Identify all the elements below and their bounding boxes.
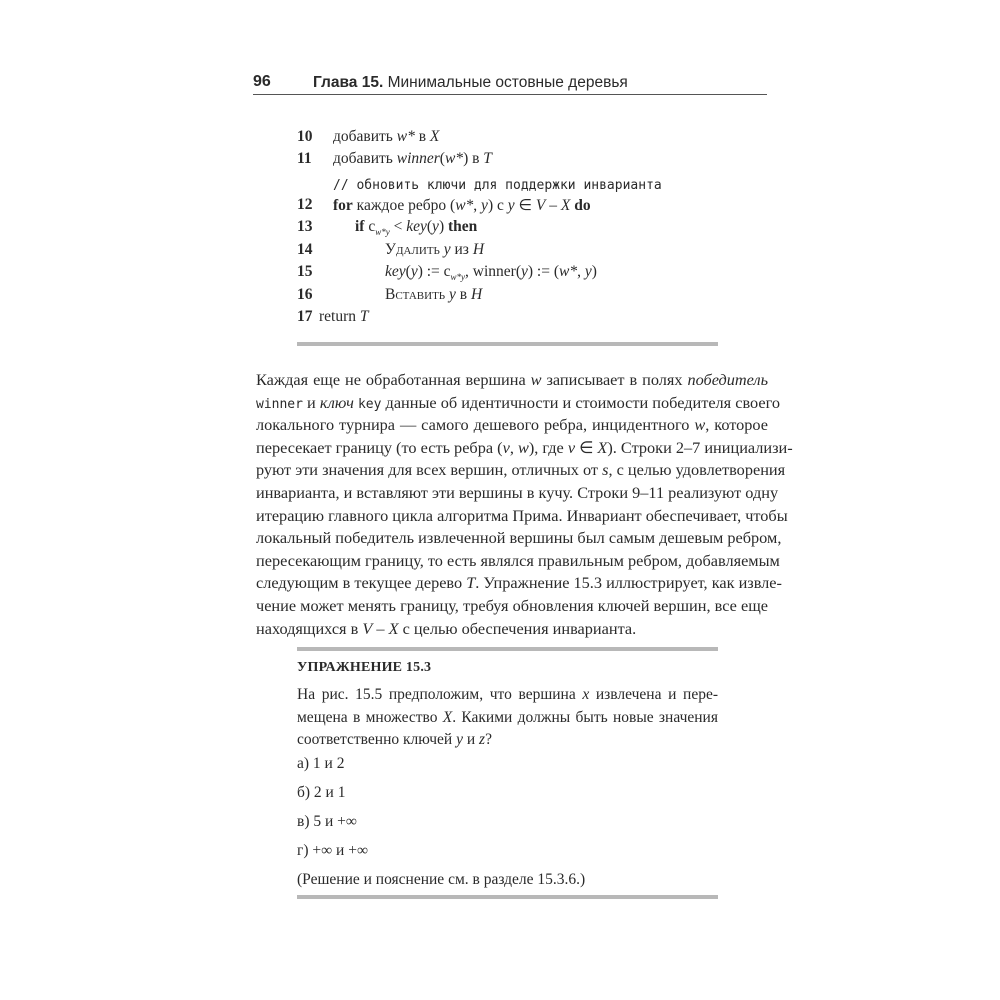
text-segment: w — [530, 370, 542, 389]
text-segment: ( — [405, 263, 411, 280]
text-segment: x — [582, 686, 590, 703]
text-segment: w* — [396, 128, 415, 145]
text-segment: в — [414, 128, 430, 145]
text-segment: for — [333, 197, 353, 214]
text-segment: then — [447, 218, 478, 235]
text-segment: do — [574, 197, 591, 214]
text-segment: w*y — [450, 272, 466, 283]
text-segment: пересекающим границу, то есть являлся правильным ребром, добавляемым — [256, 550, 780, 570]
text-segment: , которое — [705, 415, 768, 435]
code-text — [385, 263, 597, 282]
text-segment: Каждая еще не обработанная вершина — [256, 370, 531, 389]
text-line — [297, 684, 718, 707]
text-segment: y — [410, 263, 418, 280]
code-text — [319, 308, 369, 326]
text-segment: . Какими должны быть новые значения — [452, 708, 718, 726]
text-segment: y — [584, 263, 592, 280]
exercise-option-b: б) 2 и 1 — [297, 784, 346, 801]
text-segment: добавить — [333, 150, 397, 167]
text-segment: w*y — [375, 227, 390, 238]
text-segment: Удалить — [385, 241, 440, 258]
text-segment: ), где — [528, 437, 568, 457]
text-line — [297, 707, 718, 730]
code-end-divider — [297, 342, 718, 346]
text-line — [256, 392, 781, 415]
text-segment: T — [466, 573, 476, 593]
text-segment: y — [443, 241, 451, 258]
text-segment: записывает в полях — [541, 370, 688, 389]
text-line — [256, 618, 768, 641]
line-number: 15 — [297, 263, 313, 280]
text-segment: , с целью удовлетворения — [608, 460, 786, 480]
text-segment: ключ — [319, 392, 354, 412]
code-text — [385, 241, 484, 259]
text-segment: мещена в множество — [297, 708, 443, 726]
text-segment: . Упражнение 15.3 иллюстрирует, как извле- — [475, 573, 782, 593]
text-segment: На рис. 15.5 предположим, что вершина — [297, 686, 583, 703]
text-segment: return — [319, 308, 360, 325]
chapter-title — [313, 74, 628, 92]
text-segment: // обновить ключи для поддержки инварианта — [333, 178, 662, 193]
text-line — [256, 482, 779, 505]
text-segment: v — [567, 437, 576, 457]
text-segment: H — [470, 286, 483, 303]
text-segment: winner — [396, 150, 440, 167]
text-segment: w — [694, 415, 706, 435]
text-segment: и — [302, 392, 320, 412]
text-segment: X — [597, 437, 608, 457]
text-segment: y — [521, 263, 528, 280]
exercise-option-d: г) +∞ и +∞ — [297, 842, 369, 859]
text-segment: ∈ — [514, 197, 536, 214]
exercise-top-divider — [297, 647, 718, 651]
text-segment: y — [448, 286, 456, 303]
text-segment: v — [502, 437, 510, 457]
exercise-bottom-divider — [297, 895, 718, 899]
line-number: 10 — [297, 128, 313, 145]
exercise-option-c: в) 5 и +∞ — [297, 813, 357, 830]
text-segment: X — [560, 197, 571, 214]
line-number: 17 — [297, 308, 313, 325]
exercise-question — [297, 684, 718, 752]
text-segment: ? — [485, 731, 492, 749]
page-number: 96 — [253, 73, 271, 90]
text-segment: , — [473, 197, 482, 214]
text-segment: w* — [559, 263, 578, 280]
text-segment: данные об идентичности и стоимости победителя своего — [381, 392, 781, 412]
text-segment: key — [385, 263, 406, 280]
text-line — [256, 550, 780, 573]
text-segment: y — [507, 197, 515, 214]
text-segment: ( — [426, 218, 433, 235]
code-text — [333, 150, 492, 168]
text-segment: , — [509, 437, 518, 457]
text-segment: – — [372, 618, 389, 638]
text-line — [256, 459, 786, 482]
text-segment: s — [602, 460, 609, 480]
text-segment: чение может менять границу, требуя обновления ключей вершин, все еще — [256, 595, 768, 615]
exercise-option-a: а) 1 и 2 — [297, 755, 345, 772]
text-segment: – — [545, 197, 561, 214]
text-line — [256, 437, 793, 460]
text-segment: Вставить — [385, 286, 446, 303]
text-segment: X — [388, 618, 399, 638]
text-segment: y — [456, 731, 463, 749]
text-segment: инварианта, и вставляют эти вершины в кучу. Строки 9–11 реализуют одну — [256, 482, 779, 502]
text-segment: V — [535, 197, 546, 214]
text-segment: < — [389, 218, 407, 235]
text-segment: X — [442, 708, 453, 726]
chapter-label: Глава 15. — [313, 74, 384, 91]
text-segment: z — [479, 731, 486, 749]
text-segment: T — [359, 308, 369, 325]
text-segment: извлечена и пере- — [589, 686, 718, 703]
text-segment: winner — [256, 396, 303, 412]
text-segment: w* — [444, 150, 464, 167]
text-segment: итерацию главного цикла алгоритма Прима. Инвариант обеспечивает, чтобы — [256, 505, 788, 525]
text-segment: V — [362, 618, 373, 638]
text-segment: руют эти значения для всех вершин, отличных от — [256, 460, 603, 480]
text-segment: ) := ( — [527, 263, 560, 280]
text-segment: из — [450, 241, 473, 258]
text-segment: соответственно ключей — [297, 731, 457, 749]
code-text — [333, 196, 591, 215]
running-header — [253, 72, 767, 95]
text-segment: победитель — [687, 370, 768, 389]
code-text — [333, 176, 662, 194]
text-segment: w* — [455, 197, 474, 214]
text-segment: ) с — [487, 197, 508, 214]
code-text — [385, 286, 482, 304]
exercise-heading: УПРАЖНЕНИЕ 15.3 — [297, 660, 432, 675]
text-line — [297, 729, 718, 752]
body-paragraph — [256, 369, 793, 640]
text-segment: пересекает границу (то есть ребра ( — [256, 437, 503, 457]
text-segment: ) в — [463, 150, 484, 167]
line-number: 12 — [297, 196, 313, 213]
text-segment: , winner( — [465, 263, 521, 280]
text-segment: key — [357, 396, 382, 412]
text-segment: локальный победитель извлеченной вершины был самым дешевым ребром, — [256, 528, 782, 548]
line-number: 14 — [297, 241, 313, 258]
text-segment: с целью обеспечения инварианта. — [398, 618, 637, 638]
line-number: 11 — [297, 150, 312, 167]
text-segment: ) — [438, 218, 448, 235]
text-segment: ) := c — [417, 263, 451, 280]
text-segment: y — [432, 218, 439, 235]
text-segment: ). Строки 2–7 инициализи- — [607, 437, 793, 457]
text-line — [256, 505, 788, 528]
text-segment: ∈ — [575, 437, 598, 457]
chapter-name: Минимальные остовные деревья — [387, 74, 628, 91]
text-segment: H — [472, 241, 485, 258]
exercise-solution-note: (Решение и пояснение см. в разделе 15.3.6.) — [297, 871, 586, 888]
text-line — [256, 595, 768, 618]
text-segment: if — [355, 218, 365, 235]
text-line — [256, 527, 782, 550]
text-segment: находящихся в — [256, 618, 363, 638]
text-segment: key — [406, 218, 427, 235]
text-line — [256, 572, 782, 595]
text-segment: каждое ребро ( — [352, 197, 456, 214]
text-segment: T — [483, 150, 492, 167]
code-text — [333, 128, 439, 146]
text-line — [256, 414, 768, 437]
text-segment: w — [517, 437, 529, 457]
text-segment: y — [481, 197, 488, 214]
code-text — [355, 218, 477, 237]
text-segment: локального турнира — самого дешевого ребра, инцидентного — [256, 415, 695, 435]
text-segment: ) — [591, 263, 597, 280]
text-segment: X — [429, 128, 440, 145]
text-segment: ( — [439, 150, 445, 167]
text-segment: в — [455, 286, 471, 303]
text-segment: следующим в текущее дерево — [256, 573, 467, 593]
line-number: 16 — [297, 286, 313, 303]
text-line — [256, 369, 768, 392]
text-segment: c — [364, 218, 376, 235]
text-segment: , — [577, 263, 585, 280]
text-segment: добавить — [333, 128, 397, 145]
text-segment: и — [463, 731, 480, 749]
line-number: 13 — [297, 218, 313, 235]
